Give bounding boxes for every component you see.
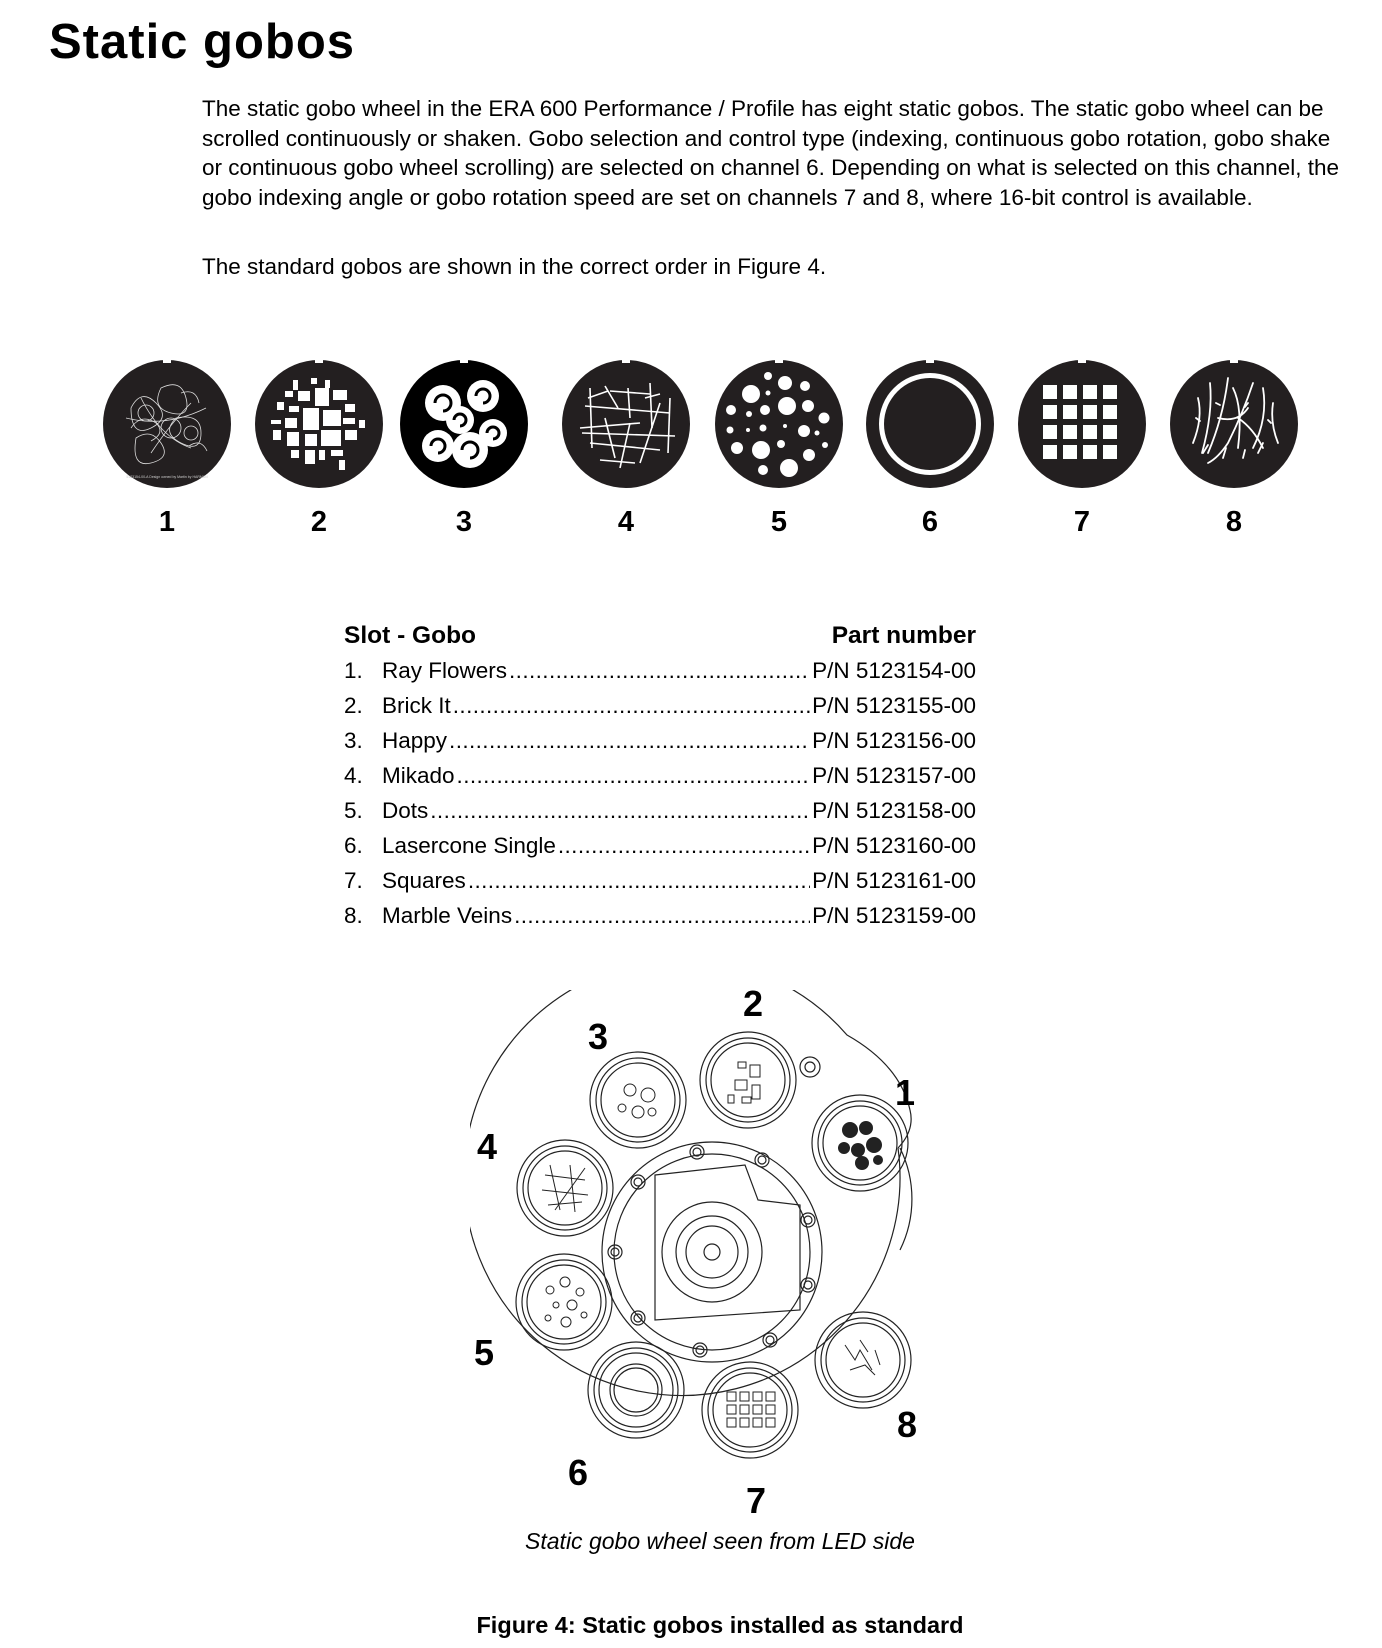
leader-dots xyxy=(457,763,811,789)
gobo-name: Dots xyxy=(382,798,429,823)
gobo-wheel-diagram xyxy=(470,990,940,1510)
part-number: P/N 5123154-00 xyxy=(812,658,976,683)
table-row xyxy=(344,798,976,833)
intro-paragraph: The static gobo wheel in the ERA 600 Performance / Profile has eight static gobos. The static gobo wheel can be scrolled continuously or shaken. Gobo selection and control type (indexing, continuous gobo rotation, gobo shake or continuous gobo wheel scrolling) are selected on channel 6. Depending on what is selected on this channel, the gobo indexing angle or gobo rotation speed are set on channels 7 and 8, where 16-bit control is available. xyxy=(202,96,1339,210)
gobo-name: Happy xyxy=(382,728,448,753)
table-row xyxy=(344,658,976,693)
svg-text:5123154-00-A Design owned by M: 5123154-00-A Design owned by Martin by HARMAN xyxy=(126,475,208,479)
leader-dots xyxy=(514,903,810,929)
gobo-number: 8 xyxy=(1225,506,1243,538)
part-number: P/N 5123156-00 xyxy=(812,728,976,753)
row-number: 6. xyxy=(344,833,363,858)
figure-caption: Figure 4: Static gobos installed as standard xyxy=(476,1612,964,1638)
leader-dots xyxy=(449,728,810,754)
part-number: P/N 5123161-00 xyxy=(812,868,976,893)
wheel-slot-label: 8 xyxy=(897,1404,918,1445)
gobo-name: Marble Veins xyxy=(382,903,513,928)
row-number: 7. xyxy=(344,868,363,893)
row-number: 3. xyxy=(344,728,363,753)
gobo-name: Ray Flowers xyxy=(382,658,508,683)
header-part-number: Part number xyxy=(831,622,976,649)
gobo-dots-icon xyxy=(713,358,845,490)
header-slot-gobo: Slot - Gobo xyxy=(344,622,476,649)
wheel-slot-label: 4 xyxy=(477,1126,498,1167)
gobo-name: Squares xyxy=(382,868,466,893)
row-number: 1. xyxy=(344,658,363,683)
gobo-name: Mikado xyxy=(382,763,455,788)
gobo-number: 5 xyxy=(770,506,788,538)
gobo-strip xyxy=(0,358,1382,548)
table-row xyxy=(344,728,976,763)
part-number: P/N 5123158-00 xyxy=(812,798,976,823)
gobo-lasercone-single-icon xyxy=(864,358,996,490)
gobo-squares-icon xyxy=(1016,358,1148,490)
wheel-slot-label: 5 xyxy=(474,1332,495,1373)
table-row xyxy=(344,833,976,868)
gobo-ray-flowers-icon xyxy=(101,358,233,490)
gobo-name: Lasercone Single xyxy=(382,833,556,858)
table-header xyxy=(344,622,976,658)
gobo-happy-icon xyxy=(398,358,530,490)
gobo-part-table xyxy=(344,622,976,938)
page-title: Static gobos xyxy=(49,15,356,69)
row-number: 5. xyxy=(344,798,363,823)
gobo-mikado-icon xyxy=(560,358,692,490)
leader-dots xyxy=(558,833,810,859)
leader-dots xyxy=(468,868,810,894)
table-row xyxy=(344,868,976,903)
row-number: 4. xyxy=(344,763,363,788)
wheel-slot-label: 7 xyxy=(746,1480,767,1521)
part-number: P/N 5123155-00 xyxy=(812,693,976,718)
part-number: P/N 5123157-00 xyxy=(812,763,976,788)
part-number: P/N 5123159-00 xyxy=(812,903,976,928)
gobo-number: 6 xyxy=(921,506,939,538)
wheel-slot-label: 2 xyxy=(743,983,764,1024)
wheel-slot-label: 1 xyxy=(895,1072,916,1113)
table-row xyxy=(344,763,976,798)
wheel-slot-label: 6 xyxy=(568,1452,589,1493)
leader-dots xyxy=(509,658,810,684)
table-row xyxy=(344,693,976,728)
row-number: 8. xyxy=(344,903,363,928)
gobo-number: 7 xyxy=(1073,506,1091,538)
gobo-number: 1 xyxy=(158,506,176,538)
leader-dots xyxy=(453,693,810,719)
table-row xyxy=(344,903,976,938)
wheel-slot-label: 3 xyxy=(588,1016,609,1057)
gobo-name: Brick It xyxy=(382,693,451,718)
leader-dots xyxy=(430,798,810,824)
gobo-number: 3 xyxy=(455,506,473,538)
figure-reference-paragraph: The standard gobos are shown in the correct order in Figure 4. xyxy=(202,254,827,279)
diagram-caption: Static gobo wheel seen from LED side xyxy=(525,1528,915,1554)
gobo-brick-it-icon xyxy=(253,358,385,490)
gobo-marble-veins-icon xyxy=(1168,358,1300,490)
gobo-number: 2 xyxy=(310,506,328,538)
row-number: 2. xyxy=(344,693,363,718)
gobo-number: 4 xyxy=(617,506,635,538)
part-number: P/N 5123160-00 xyxy=(812,833,976,858)
